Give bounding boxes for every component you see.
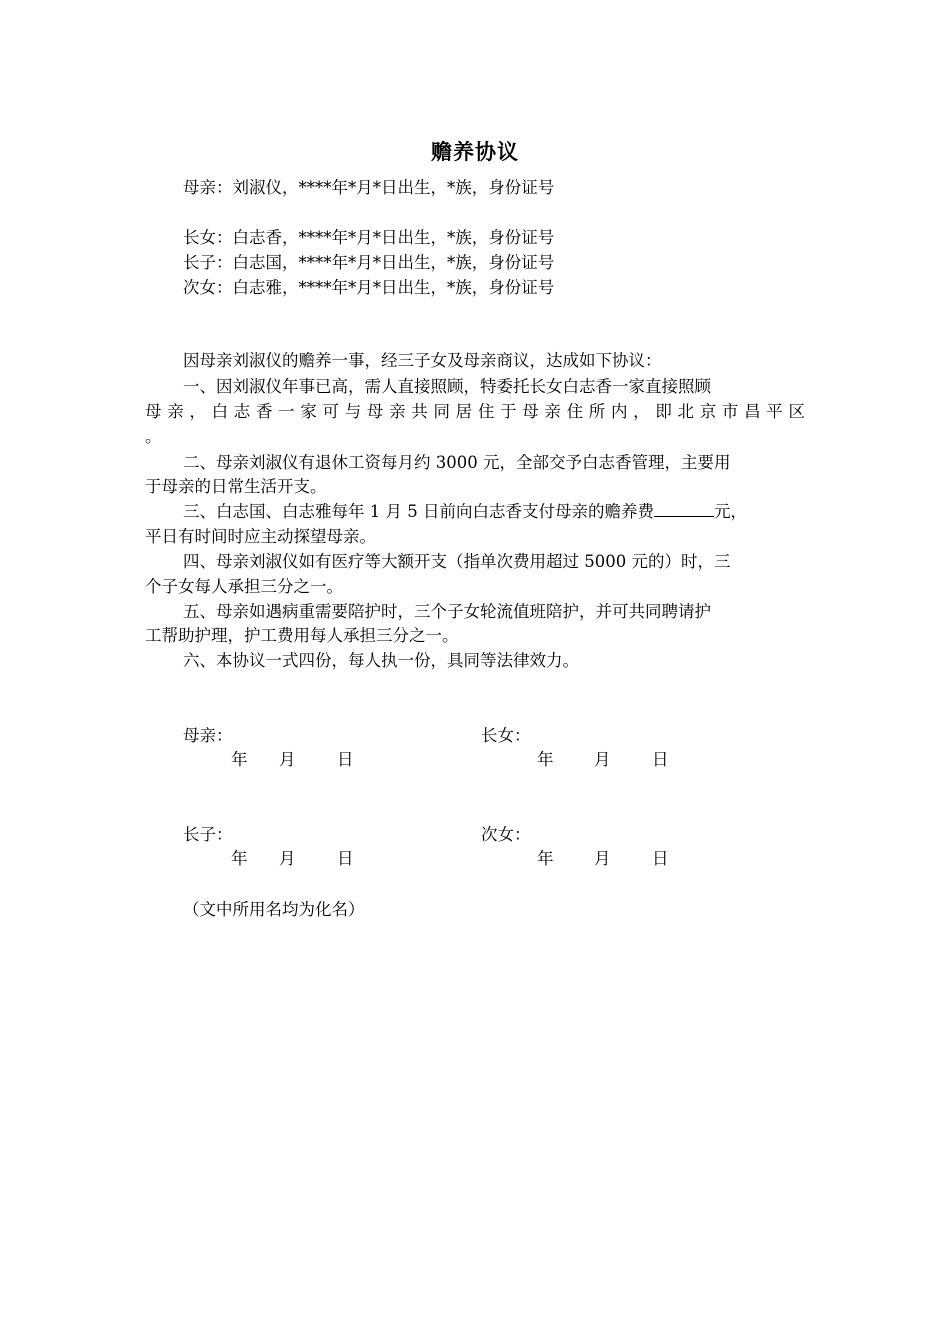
clause-3-line-2: 平日有时间时应主动探望母亲。 xyxy=(145,527,376,546)
signature-younger-daughter-label: 次女： xyxy=(481,825,531,844)
clause-3-text: 三、白志国、白志雅每年 1 月 5 日前向白志香支付母亲的赡养费 xyxy=(183,502,654,521)
date-year: 年 xyxy=(231,750,248,769)
date-day: 日 xyxy=(337,750,354,769)
date-year: 年 xyxy=(537,750,554,769)
clause-6: 六、本协议一式四份，每人执一份，具同等法律效力。 xyxy=(183,651,579,670)
date-day: 日 xyxy=(652,849,669,868)
amount-blank xyxy=(654,500,714,517)
clause-3-unit: 元， xyxy=(713,502,747,521)
clause-1-line-2: 母亲，白志香一家可与母亲共同居住于母亲住所内，即北京市昌平区 xyxy=(145,402,805,421)
clause-2-line-1: 二、母亲刘淑仪有退休工资每月约 3000 元，全部交予白志香管理，主要用 xyxy=(183,453,731,472)
date-year: 年 xyxy=(231,849,248,868)
document-title: 赡养协议 xyxy=(431,140,519,164)
footnote: （文中所用名均为化名） xyxy=(183,900,365,919)
signature-son-label: 长子： xyxy=(183,825,233,844)
date-month: 月 xyxy=(279,750,296,769)
clause-4-line-1: 四、母亲刘淑仪如有医疗等大额开支（指单次费用超过 5000 元的）时，三 xyxy=(183,552,731,571)
signature-mother-label: 母亲： xyxy=(183,726,233,745)
clause-1-line-1: 一、因刘淑仪年事已高，需人直接照顾，特委托长女白志香一家直接照顾 xyxy=(183,377,711,396)
party-elder-daughter: 长女：白志香，****年*月*日出生，*族，身份证号 xyxy=(183,228,555,247)
party-younger-daughter: 次女：白志雅，****年*月*日出生，*族，身份证号 xyxy=(183,278,555,297)
clause-5-line-1: 五、母亲如遇病重需要陪护时，三个子女轮流值班陪护，并可共同聘请护 xyxy=(183,602,711,621)
date-year: 年 xyxy=(537,849,554,868)
date-month: 月 xyxy=(594,750,611,769)
clause-2-line-2: 于母亲的日常生活开支。 xyxy=(145,477,327,496)
clause-5-line-2: 工帮助护理，护工费用每人承担三分之一。 xyxy=(145,626,459,645)
intro-paragraph: 因母亲刘淑仪的赡养一事，经三子女及母亲商议，达成如下协议： xyxy=(183,351,662,370)
party-mother: 母亲：刘淑仪，****年*月*日出生，*族，身份证号 xyxy=(183,178,555,197)
date-month: 月 xyxy=(594,849,611,868)
clause-1-line-3: 。 xyxy=(145,427,162,446)
clause-4-line-2: 个子女每人承担三分之一。 xyxy=(145,577,343,596)
date-day: 日 xyxy=(652,750,669,769)
date-day: 日 xyxy=(337,849,354,868)
party-son: 长子：白志国，****年*月*日出生，*族，身份证号 xyxy=(183,253,555,272)
date-month: 月 xyxy=(279,849,296,868)
clause-3-line-1 xyxy=(183,500,747,524)
signature-elder-daughter-label: 长女： xyxy=(481,726,531,745)
